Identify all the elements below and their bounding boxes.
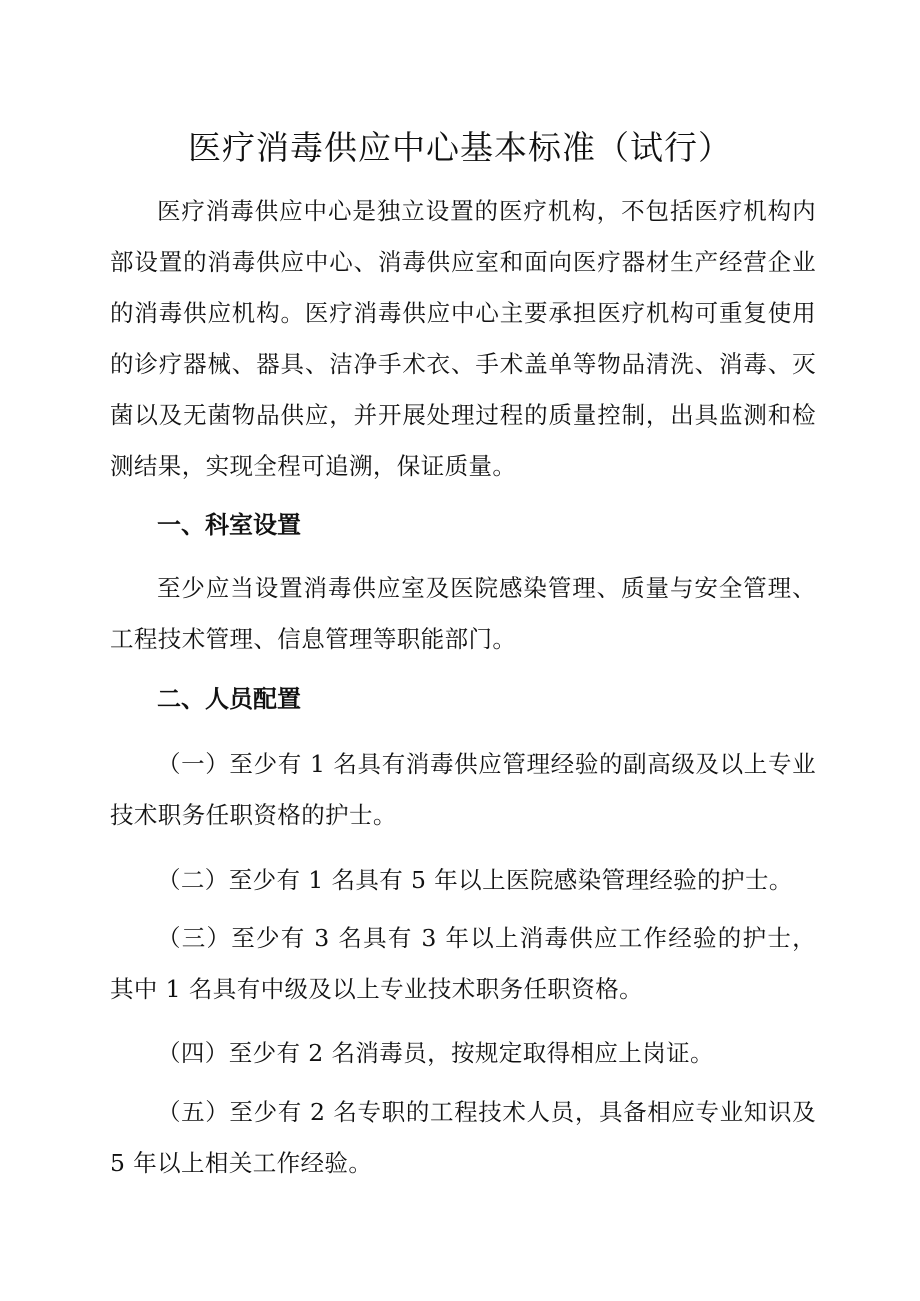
staffing-item-3: （三）至少有 3 名具有 3 年以上消毒供应工作经验的护士，其中 1 名具有中级及以上专业技术职务任职资格。: [110, 924, 816, 1003]
section-heading-staffing: 二、人员配置: [157, 685, 301, 713]
staffing-item-2: （二）至少有 1 名具有 5 年以上医院感染管理经验的护士。: [157, 866, 793, 894]
staffing-item-4: （四）至少有 2 名消毒员，按规定取得相应上岗证。: [157, 1039, 714, 1067]
staffing-item-1: （一）至少有 1 名具有消毒供应管理经验的副高级及以上专业技术职务任职资格的护士。: [110, 750, 816, 829]
staffing-item-5: （五）至少有 2 名专职的工程技术人员，具备相应专业知识及 5 年以上相关工作经验。: [110, 1098, 816, 1177]
document-title: 医疗消毒供应中心基本标准（试行）: [188, 128, 732, 167]
department-setup-paragraph: 至少应当设置消毒供应室及医院感染管理、质量与安全管理、工程技术管理、信息管理等职能部门。: [110, 574, 816, 653]
section-heading-department-setup: 一、科室设置: [157, 511, 301, 539]
intro-paragraph: 医疗消毒供应中心是独立设置的医疗机构，不包括医疗机构内部设置的消毒供应中心、消毒供应室和面向医疗器材生产经营企业的消毒供应机构。医疗消毒供应中心主要承担医疗机构可重复使用的诊疗器械、器具、洁净手术衣、手术盖单等物品清洗、消毒、灭菌以及无菌物品供应，并开展处理过程的质量控制，出具监测和检测结果，实现全程可追溯，保证质量。: [110, 197, 816, 480]
